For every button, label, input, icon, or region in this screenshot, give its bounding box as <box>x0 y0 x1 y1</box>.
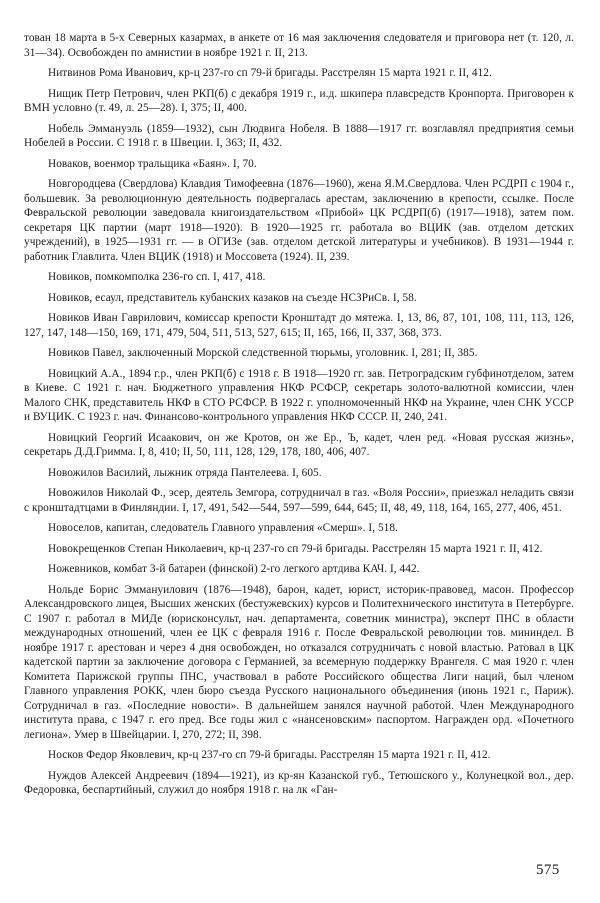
index-entry: Носков Федор Яковлевич, кр-ц 237-го сп 79-й бригады. Расстрелян 15 марта 1921 г. II, 412. <box>48 749 491 761</box>
index-entry: Новаков, военмор тральщика «Баян». I, 70. <box>48 157 257 170</box>
index-entry: Нитвинов Рома Иванович, кр-ц 237-го сп 79-й бригады. Расстрелян 15 марта 1921 г. II, 412. <box>48 67 492 79</box>
index-entry: Новокрещенков Степан Николаевич, кр-ц 237-го сп 79-й бригады. Расстрелян 15 марта 1921 г. II, 412. <box>48 542 543 555</box>
index-entry: Новиков Павел, заключенный Морской следственной тюрьмы, уголовник. I, 281; II, 385. <box>48 347 478 359</box>
index-entries <box>24 31 574 804</box>
index-entry: Новоселов, капитан, следователь Главного управления «Смерш». I, 518. <box>48 522 398 534</box>
index-entry: Новиков, помкомполка 236-го сп. I, 417, 418. <box>48 271 266 283</box>
page-number: 575 <box>536 862 560 878</box>
index-entry-continued: тован 18 марта в 5-х Северных казармах, в анкете от 16 мая заключения следователя и приговора нет (т. 120, л. 31—34). Освобожден по амнистии в ноябре 1921 г. II, 213. <box>24 32 574 59</box>
index-entry: Нуждов Алексей Андреевич (1894—1921), из кр-ян Казанской губ., Тетюшского у., Колунецкой вол., дер. Федоровка, беспартийный, служил до ноября 1918 г. на лк «Ган- <box>24 769 574 796</box>
index-entry: Новицкий А.А., 1894 г.р., член РКП(б) с 1918 г. В 1918—1920 гг. зав. Петроградским губфинотделом, затем в Киеве. С 1921 г. нач. Бюджетного управления НКФ РСФСР, секретарь золото-валютной комиссии, член Малого СНК, представитель НКФ в СТО РСФСР. В 1922 г. уполномоченный НКФ на Украине, член СНК УССР и ВУЦИК. С 1923 г. нач. Финансово-контрольного управления НКФ СССР. II, 240, 241. <box>24 367 574 423</box>
index-entry: Ножевников, комбат 3-й батареи (финской) 2-го легкого артдива КАЧ. I, 442. <box>48 563 420 575</box>
index-entry: Новиков Иван Гаврилович, комиссар крепости Кронштадт до мятежа. I, 13, 86, 87, 101, 108, 111, 113, 126, 127, 147, 148—150, 169, 171, 479, 504, 511, 513, 527, 615; II, 165, 166, II, 337, 368, 373. <box>24 312 574 339</box>
index-entry: Нобель Эммануэль (1859—1932), сын Людвига Нобеля. В 1888—1917 гг. возглавлял предприятия семьи Нобелей в России. С 1918 г. в Швеции. I, 363; II, 432. <box>24 122 574 149</box>
index-entry: Новожилов Николай Ф., эсер, деятель Земгора, сотрудничал в газ. «Воля России», приезжал неладить связи с кронштадтцами в Финляндии. I, 17, 491, 542—544, 597—599, 644, 645; II, 48, 49, 118, 164, 165, 277, 406, 451. <box>24 487 574 514</box>
index-entry: Нищик Петр Петрович, член РКП(б) с декабря 1919 г., и.д. шкипера плавсредств Кронпорта. Приговорен к ВМН условно (т. 49, л. 25—28). I, 375; II, 400. <box>24 87 574 114</box>
index-entry: Новиков, есаул, представитель кубанских казаков на съезде НСЗРиСв. I, 58. <box>48 291 417 304</box>
index-entry: Новожилов Василий, лыжник отряда Пантелеева. I, 605. <box>48 466 322 479</box>
index-entry: Новгородцева (Свердлова) Клавдия Тимофеевна (1876—1960), жена Я.М.Свердлова. Член РСДРП с 1904 г., большевик. За революционную деятельность подвергалась арестам, заключению в крепости, ссылке. После Февральской революции заведовала книгоиздательством «Прибой» ЦК РСДРП(б) (1917—1918), затем пом. секретаря ЦК партии (март 1918—1920). В 1920—1925 гг. работала во ВЦИК (зав. отделом детских учреждений), в 1925—1931 гг. — в ОГИЗе (зав. отделом детской литературы и учебников). В 1931—1944 г. работник Главлита. Член ВЦИК (1918) и Моссовета (1924). II, 239. <box>24 178 574 263</box>
index-entry: Нольде Борис Эммануилович (1876—1948), барон, кадет, юрист, историк-правовед, масон. Профессор Александровского лицея, Высших женских (бестужевских) курсов и Политехнического института в Петербурге. С 1907 г. работал в МИДе (юрисконсульт, нач. департамента, советник министра), эксперт ПНС в области международных отношений, член ее ЦК с февраля 1916 г. После Февральской революции тов. мининдел. В ноябре 1917 г. арестован и через 4 дня освобожден, но отказался сотрудничать с новой властью. Ратовал в ЦК кадетской партии за заключение договора с Германией, за всемерную поддержку Врангеля. С мая 1920 г. член Комитета Парижской группы ПНС, участвовал в работе Российского общества Лиги наций, был членом Главного управления РОКК, член бюро съезда Русского национального объединения (июнь 1921 г., Париж). Сотрудничал в газ. «Последние новости». В дальнейшем занялся научной работой. Член Международного института права, с 1947 г. его пред. Все годы жил с «нансеновским» паспортом. Награжден орд. «Почетного легиона». Умер в Швейцарии. I, 270, 272; II, 398. <box>24 583 574 741</box>
index-entry: Новицкий Георгий Исаакович, он же Кротов, он же Ер., Ъ, кадет, член ред. «Новая русская жизнь», секретарь Д.Д.Гримма. I, 8, 410; II, 50, 111, 128, 129, 178, 180, 406, 407. <box>24 431 574 458</box>
